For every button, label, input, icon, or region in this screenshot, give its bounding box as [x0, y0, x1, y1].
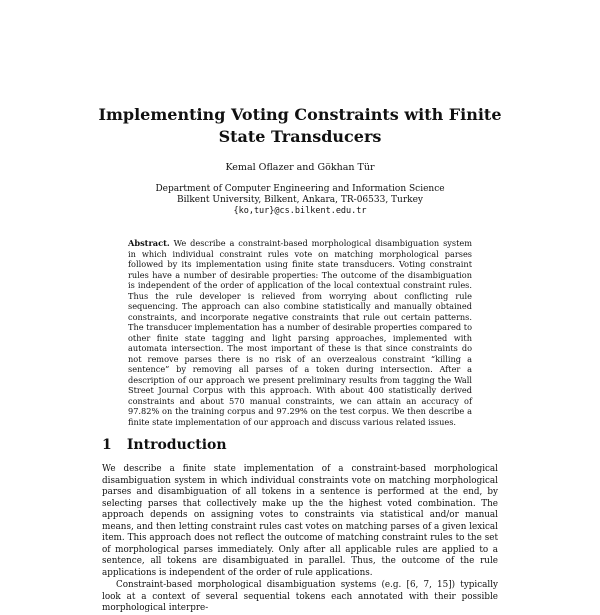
abstract-block [128, 238, 472, 427]
affiliation-email: {ko,tur}@cs.bilkent.edu.tr [233, 206, 367, 216]
section-number: 1 [102, 437, 112, 453]
abstract-text: We describe a constraint-based morphological disambiguation system in which individual constraint rules vote on matching morphological parses followed by its implementation using finite state transducers. Voting constraint rules have a number of desirable properties: The outcome of the disambiguation is independent of the order of application of the local contextual constraint rules. Thus the rule developer is relieved from worrying about conflicting rule sequencing. The approach can also combine statistically and manually obtained constraints, and incorporate negative constraints that rule out certain patterns. The transducer implementation has a number of desirable properties compared to other finite state tagging and light parsing approaches, implemented with automata intersection. The most important of these is that since constraints do not remove parses there is no risk of an overzealous constraint “killing a sentence” by removing all parses of a token during intersection. After a description of our approach we present preliminary results from tagging the Wall Street Journal Corpus with this approach. With about 400 statistically derived constraints and about 570 manual constraints, we can attain an accuracy of 97.82% on the training corpus and 97.29% on the test corpus. We then describe a finite state implementation of our approach and discuss various related issues. [128, 238, 472, 427]
body-paragraph: Constraint-based morphological disambiguation systems (e.g. [6, 7, 15]) typically look at a context of several sequential tokens each annotated with their possible morphological interpre- [102, 580, 498, 613]
body-paragraph: We describe a finite state implementation of a constraint-based morphological disambiguation system in which individual constraints vote on matching morphological parses and disambiguation of all tokens in a sentence is performed at the end, by selecting parses that collectively make up the the highest voted combination. The approach depends on assigning votes to constraints via statistical and/or manual means, and then letting constraint rules cast votes on matching parses of a given lexical item. This approach does not reflect the outcome of matching constraint rules to the set of morphological parses immediately. Only after all applicable rules are applied to a sentence, all tokens are disambiguated in parallel. Thus, the outcome of the rule applications is independent of the order of rule applications. [102, 464, 498, 578]
paper-authors: Kemal Oflazer and Gökhan Tür [225, 162, 375, 173]
abstract-label: Abstract. [128, 238, 170, 248]
affiliation-department: Department of Computer Engineering and Information Science [155, 184, 445, 194]
section-title: Introduction [126, 437, 227, 453]
affiliation-block [120, 184, 480, 217]
affiliation-address: Bilkent University, Bilkent, Ankara, TR-06533, Turkey [176, 195, 424, 205]
section-heading [102, 437, 502, 453]
paper-title: Implementing Voting Constraints with Finite State Transducers [98, 105, 502, 146]
